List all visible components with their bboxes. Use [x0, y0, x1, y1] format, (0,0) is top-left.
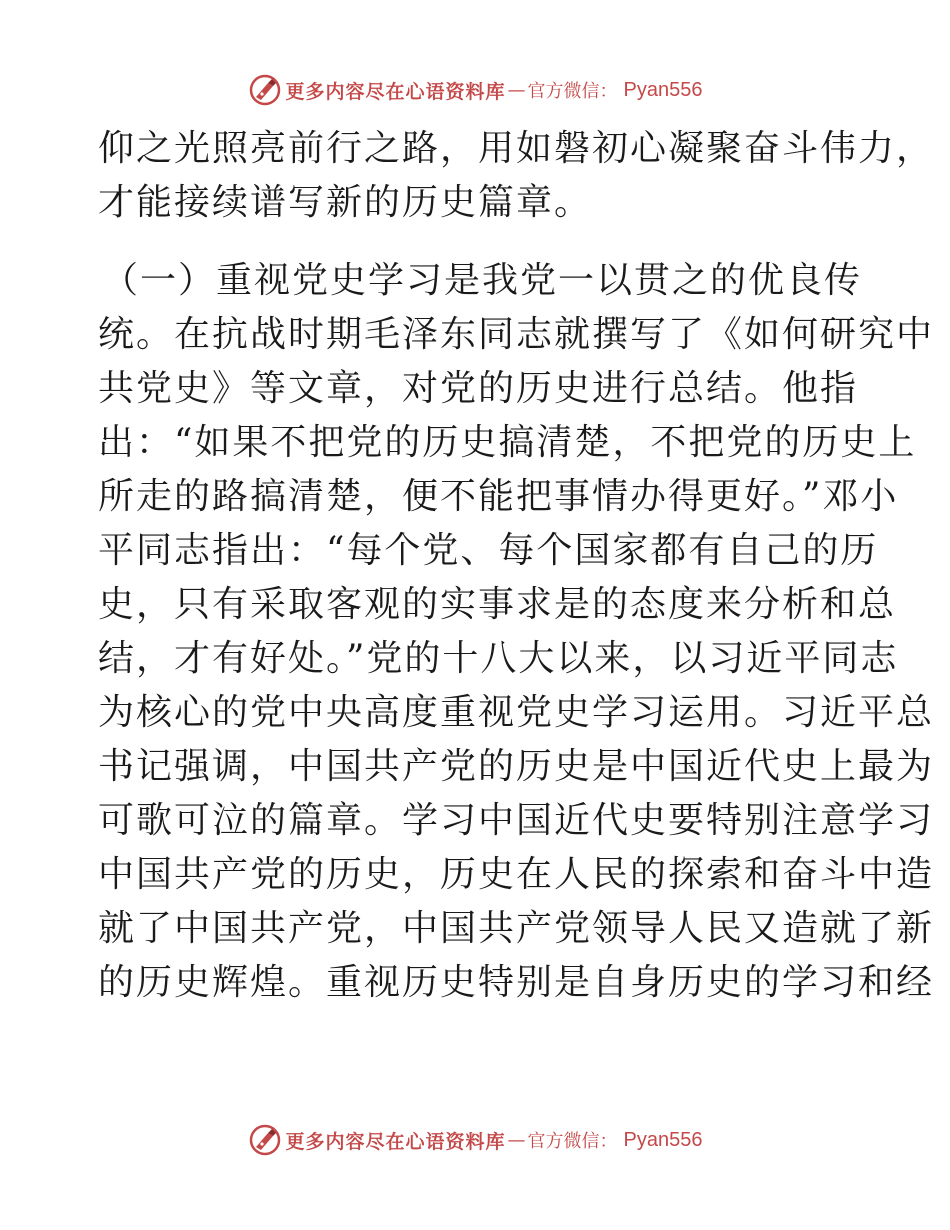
banner-promo-text: 更多内容尽在心语资料库: [285, 1130, 506, 1153]
paragraph-2: [98, 254, 935, 1010]
paragraph-line: 平同志指出：“每个党、每个国家都有自己的历: [98, 530, 879, 571]
paragraph-line: 所走的路搞清楚，便不能把事情办得更好。”邓小: [98, 476, 899, 517]
document-body: [98, 122, 935, 1010]
footer-banner: [0, 1120, 950, 1160]
paragraph-gap: [98, 230, 858, 254]
paragraph-line: 的历史辉煌。重视历史特别是自身历史的学习和经: [98, 962, 935, 1003]
pen-nib-logo-icon: [248, 73, 282, 107]
paragraph-line: 书记强调，中国共产党的历史是中国近代史上最为: [98, 746, 935, 787]
paragraph-line: 结，才有好处。”党的十八大以来，以习近平同志: [98, 638, 899, 679]
header-banner: [0, 70, 950, 110]
banner-wechat-label: 官方微信：: [527, 81, 618, 102]
paragraph-line: 统。在抗战时期毛泽东同志就撰写了《如何研究中: [98, 314, 935, 355]
paragraph-line: 出：“如果不把党的历史搞清楚，不把党的历史上: [98, 422, 917, 463]
paragraph-line: 仰之光照亮前行之路，用如磐初心凝聚奋斗伟力，: [98, 128, 935, 169]
banner-dash: —: [507, 1129, 526, 1151]
banner-dash: —: [507, 79, 526, 101]
paragraph-line: 就了中国共产党，中国共产党领导人民又造就了新: [98, 908, 935, 949]
section-heading-line: （一）重视党史学习是我党一以贯之的优良传: [102, 260, 863, 301]
paragraph-line: 共党史》等文章，对党的历史进行总结。他指: [98, 368, 859, 409]
banner-promo-text: 更多内容尽在心语资料库: [285, 80, 506, 103]
pen-nib-logo-icon: [248, 1123, 282, 1157]
banner-wechat-id: Pyan556: [623, 78, 703, 101]
paragraph-line: 可歌可泣的篇章。学习中国近代史要特别注意学习: [98, 800, 935, 841]
paragraph-1: [98, 122, 935, 230]
paragraph-line: 中国共产党的历史，历史在人民的探索和奋斗中造: [98, 854, 935, 895]
paragraph-line: 史，只有采取客观的实事求是的态度来分析和总: [98, 584, 897, 625]
banner-wechat-id: Pyan556: [623, 1128, 703, 1151]
banner-wechat-label: 官方微信：: [527, 1131, 618, 1152]
paragraph-line: 为核心的党中央高度重视党史学习运用。习近平总: [98, 692, 935, 733]
paragraph-line: 才能接续谱写新的历史篇章。: [98, 182, 593, 223]
